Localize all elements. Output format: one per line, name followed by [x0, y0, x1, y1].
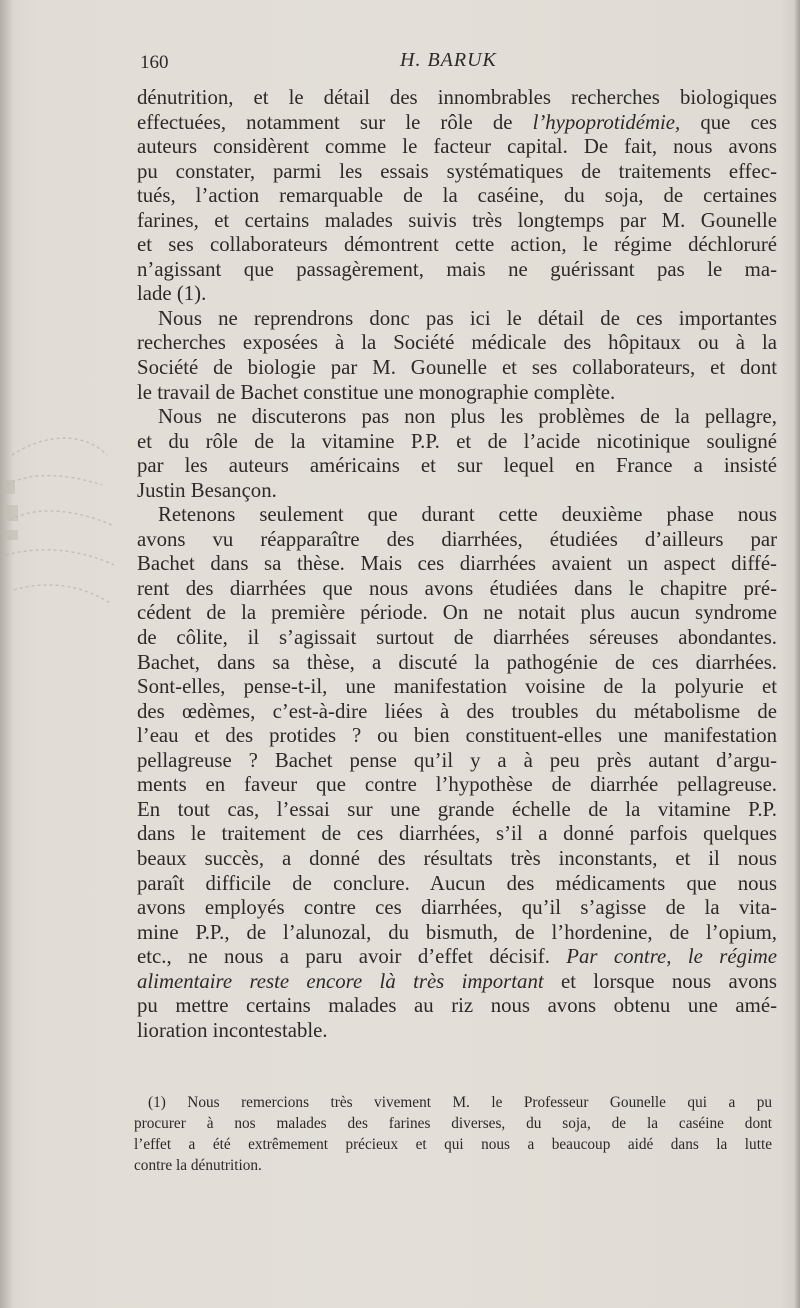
text-line: auteurs considèrent comme le facteur capital. De fait, nous avons [137, 135, 777, 159]
text-line: cédent de la première période. On ne notait plus aucun syndrome [137, 601, 777, 625]
text-line: effectuées, notamment sur le rôle de l’hypoprotidémie, que ces [137, 110, 778, 134]
text-line: recherches exposées à la Société médicale des hôpitaux ou à la [137, 331, 777, 355]
footnote-line: (1) Nous remercions très vivement M. le Professeur Gounelle qui a pu [148, 1094, 772, 1111]
text-line: et du rôle de la vitamine P.P. et de l’acide nicotinique souligné [137, 429, 777, 453]
text-line: dans le traitement de ces diarrhées, s’il a donné parfois quelques [137, 822, 777, 846]
page-gutter-shadow [0, 0, 14, 1308]
text-line: Bachet dans sa thèse. Mais ces diarrhées avaient un aspect diffé- [137, 552, 777, 576]
text-line: lade (1). [137, 282, 207, 306]
page-header [0, 44, 800, 78]
text-line: pu mettre certains malades au riz nous avons obtenu une amé- [137, 994, 777, 1018]
text-line: Nous ne reprendrons donc pas ici le détail de ces importantes [158, 306, 777, 330]
text-line: Société de biologie par M. Gounelle et ses collaborateurs, et dont [137, 356, 777, 380]
text-line: tués, l’action remarquable de la caséine, du soja, de certaines [137, 184, 777, 208]
paragraph [137, 405, 777, 503]
text-line: farines, et certains malades suivis très longtemps par M. Gounelle [137, 208, 777, 232]
text-line: de côlite, il s’agissait surtout de diarrhées séreuses abondantes. [137, 626, 777, 650]
text-line: lioration incontestable. [137, 1018, 328, 1042]
footnote-line: l’effet a été extrêmement précieux et qui nous a beaucoup aidé dans la lutte [134, 1136, 772, 1153]
footnote [134, 1092, 772, 1176]
text-line: Sont-elles, pense-t-il, une manifestation voisine de la polyurie et [137, 675, 777, 699]
text-line: Nous ne discuterons pas non plus les problèmes de la pellagre, [158, 405, 777, 429]
text-line: Justin Besançon. [137, 478, 277, 502]
text-line: le travail de Bachet constitue une monographie complète. [137, 380, 616, 404]
text-line: Bachet, dans sa thèse, a discuté la pathogénie de ces diarrhées. [137, 650, 777, 674]
text-line: beaux succès, a donné des résultats très inconstants, et il nous [137, 846, 777, 870]
paragraph [137, 307, 777, 405]
page-number: 160 [140, 52, 169, 73]
text-line: alimentaire reste encore là très important et lorsque nous avons [137, 969, 777, 993]
text-line: n’agissant que passagèrement, mais ne guérissant pas le ma- [137, 257, 777, 281]
text-line: En tout cas, l’essai sur une grande échelle de la vitamine P.P. [137, 797, 777, 821]
text-line: l’eau et des protides ? ou bien constituent-elles une manifestation [137, 724, 777, 748]
text-line: etc., ne nous a paru avoir d’effet décisif. Par contre, le régime [137, 945, 777, 969]
text-line: Retenons seulement que durant cette deuxième phase nous [158, 503, 777, 527]
paragraph [137, 503, 777, 1043]
text-line: ments en faveur que contre l’hypothèse de diarrhée pellagreuse. [137, 773, 777, 797]
text-line: rent des diarrhées que nous avons étudiées dans le chapitre pré- [137, 576, 777, 600]
text-line: pellagreuse ? Bachet pense qu’il y a à peu près autant d’argu- [137, 748, 777, 772]
paragraph [137, 86, 777, 307]
bleed-through-mark [2, 425, 122, 615]
text-line: avons employés contre ces diarrhées, qu’il s’agisse de la vita- [137, 896, 777, 920]
page-right-edge [794, 0, 800, 1308]
text-line: mine P.P., de l’alunozal, du bismuth, de l’hordenine, de l’opium, [137, 920, 777, 944]
footnote-line: procurer à nos malades des farines diverses, du soja, de la caséine dont [134, 1115, 772, 1132]
text-line: paraît difficile de conclure. Aucun des médicaments que nous [137, 871, 777, 895]
text-line: des œdèmes, c’est-à-dire liées à des troubles du métabolisme de [137, 699, 777, 723]
text-line: par les auteurs américains et sur lequel en France a insisté [137, 454, 777, 478]
text-line: pu constater, parmi les essais systématiques de traitements effec- [137, 159, 777, 183]
text-line: et ses collaborateurs démontrent cette action, le régime déchloruré [137, 233, 777, 257]
body-text [137, 86, 777, 1043]
text-line: dénutrition, et le détail des innombrables recherches biologiques [137, 86, 777, 109]
running-head: H. BARUK [400, 49, 497, 71]
footnote-line: contre la dénutrition. [134, 1157, 262, 1174]
text-line: avons vu réapparaître des diarrhées, étudiées d’ailleurs par [137, 527, 777, 551]
